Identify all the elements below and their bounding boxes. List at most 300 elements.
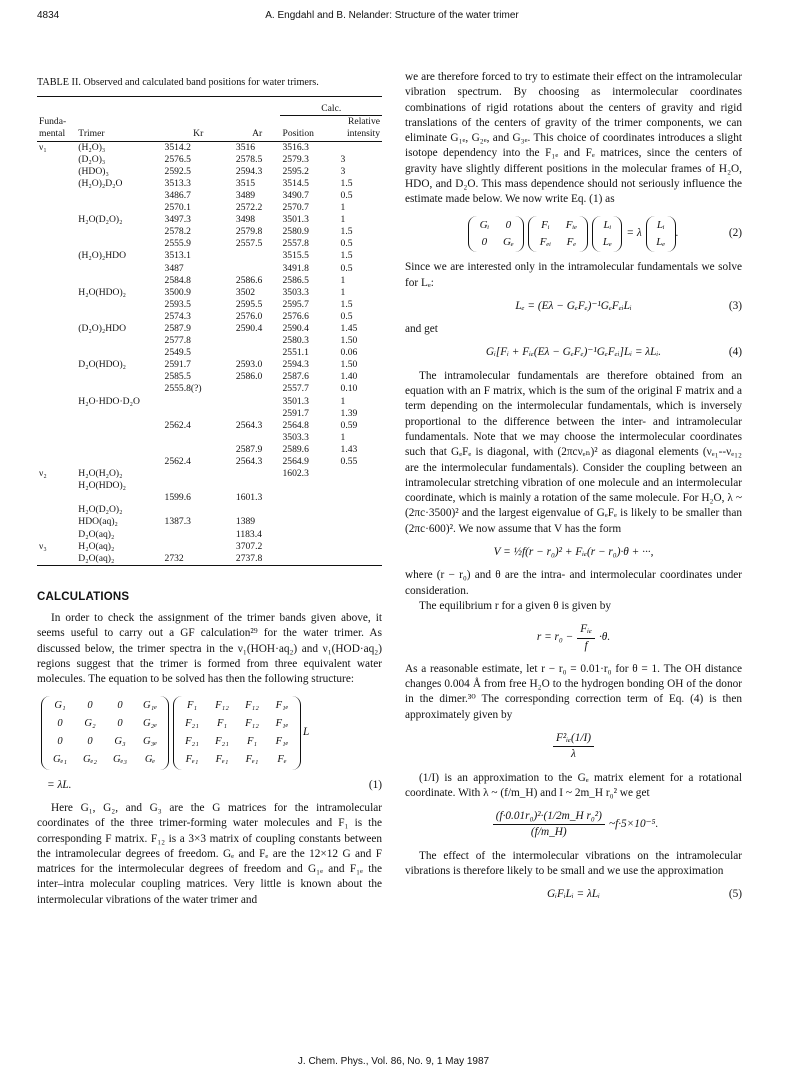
table-cell [37,432,76,444]
table-row [37,468,382,480]
table-cell [37,287,76,299]
table-cell: 1 [340,431,346,443]
table-cell [76,444,162,456]
table-cell: 2590.4 [282,322,309,334]
table-row [37,323,382,335]
eqr-left: r = r₀ − [536,631,574,644]
matrix-element: Fₑ₁ [215,753,229,765]
table-cell: 2570.7 [282,202,309,214]
table-cell: 2564.8 [282,419,309,431]
table-cell: H₂O(HDO)₂ [78,480,127,492]
table-cell: 2555.9 [164,238,191,250]
eq2-number: (2) [728,227,742,240]
table-cell [76,190,162,202]
eqe-right: ~f·5×10⁻⁵. [608,818,659,831]
table-cell: 3514.2 [164,141,191,153]
table-cell: 2579.8 [235,226,263,238]
table-cell: (H₂O)₂HDO [78,250,127,262]
table-cell: 2589.6 [282,443,309,455]
table-cell: H₂O·HDO·D₂O [78,395,140,407]
table-row [37,190,382,202]
matrix-element: F₁ₑ [275,717,289,729]
eqe-denominator: (f/m_H) [530,826,567,839]
table-cell: 3515 [235,177,256,189]
matrix-element: 0 [117,717,123,729]
col-header-trimer: Trimer [76,116,162,141]
table-cell: 3501.3 [282,395,309,407]
page-footer: J. Chem. Phys., Vol. 86, No. 9, 1 May 1987 [297,1056,490,1067]
table-cell [339,492,382,504]
table-cell: 2591.7 [282,407,309,419]
equation-correction [405,731,742,763]
eqe-fraction [493,809,605,841]
table-cell [76,299,162,311]
table-row [37,335,382,347]
table-cell [280,541,338,553]
table-cell: 2574.3 [164,310,191,322]
table-cell [37,263,76,275]
table-row [37,141,382,154]
equation-1-result [47,778,382,793]
table-row [37,311,382,323]
table-cell [37,408,76,420]
table-cell: 3489 [235,189,256,201]
table-row [37,178,382,190]
eq1-number: (1) [368,778,382,791]
table-cell [339,141,382,154]
table-cell: H₂O(HDO)₂ [78,286,127,298]
table-cell [280,492,338,504]
eq3-body: Lₑ = (Eλ − GₑFₑ)⁻¹GₑFₑᵢLᵢ [515,299,632,312]
running-header [37,10,747,26]
table-cell: 1389 [235,516,256,528]
table-cell [76,263,162,275]
table-cell [37,275,76,287]
table-cell: 0.5 [340,238,353,250]
table-cell: 2579.3 [282,153,309,165]
table-cell [339,529,382,541]
matrix-element: Gₑ₃ [113,753,127,765]
matrix-element: Gₑ [144,753,156,765]
table-cell: 1.50 [340,335,358,347]
band-table [37,96,382,566]
table-cell: 2595.7 [282,298,309,310]
table-cell: 3516.3 [282,141,309,153]
eqc-denominator: λ [571,748,576,761]
table-cell [37,166,76,178]
table-cell [339,504,382,516]
table-cell: 2576.6 [282,310,309,322]
table-cell: 1387.3 [164,516,191,528]
table-cell: 3514.5 [282,177,309,189]
matrix-element: F₁ [216,717,228,729]
table-cell: 1599.6 [164,492,191,504]
paragraph: and get [405,323,438,336]
table-cell: 2585.5 [164,371,191,383]
table-cell: D₂O(aq)₂ [78,528,115,540]
table-cell: 2584.8 [164,274,191,286]
table-cell [76,275,162,287]
table-cell [280,480,338,492]
matrix-element: 0 [57,735,63,747]
table-cell: 2570.1 [164,202,191,214]
eq5-number: (5) [728,888,742,901]
eq1-result: = λL. [47,778,72,791]
paragraph: Since we are interested only in the intramolecular fundamentals we solve for Lₑ: [405,261,742,289]
table-row [37,202,382,214]
table-cell: HDO(aq)₂ [78,516,118,528]
table-cell: 3490.7 [282,189,309,201]
table-cell: 2590.4 [235,322,263,334]
table-cell: 1.5 [340,177,353,189]
table-cell: 2587.9 [235,443,263,455]
table-cell [76,311,162,323]
col-header-ar: Ar [234,116,281,141]
table-cell [339,480,382,492]
table-cell: 3498 [235,214,256,226]
eqr-right: ·θ. [598,631,611,644]
table-cell: 3502 [235,286,256,298]
table-cell: 1183.4 [235,528,262,540]
table-cell: 2592.5 [164,165,191,177]
table-row [37,529,382,541]
table-cell: (H₂O)₃ [78,141,106,153]
table-cell: D₂O(HDO)₂ [78,359,127,371]
matrix-element: G₂ₑ [143,717,157,729]
table-cell [76,202,162,214]
matrix-element: F₂₁ [215,735,229,747]
table-row [37,553,382,566]
table-row [37,347,382,359]
table-cell [163,432,234,444]
table-row [37,504,382,516]
table-cell: 3707.2 [235,540,263,552]
table-cell [37,383,76,395]
eq4-number: (4) [728,346,742,359]
table-cell: H₂O(D₂O)₂ [78,214,123,226]
table-cell: 3513.3 [164,177,191,189]
table-cell: 1.5 [340,298,353,310]
paragraph: In order to check the assignment of the trimer bands given above, it seems useful to carry out a GF calculation²⁹ for the water trimer. As discussed below, the trimer spectra in the ν₁(HOH·aq₂) and ν₁(HOD·aq₂) regions suggest that the trimer is formed from three equivalent water molecules. The equation to be solved has then the following structure: [37,612,382,686]
equation-2: Gᵢ 0 0 Gₑ Fᵢ Fᵢₑ Fₑᵢ Fₑ Lᵢ Lₑ = λ Lᵢ Lₑ . (2) [405,216,742,253]
table-cell [37,420,76,432]
f-matrix [173,696,301,770]
eq3-number: (3) [728,299,742,312]
table-cell: 2593.0 [235,359,263,371]
table-cell: 2586.0 [235,371,263,383]
running-title: A. Engdahl and B. Nelander: Structure of the water trimer [265,10,519,21]
equation-1 [41,696,382,770]
table-cell: 2578.2 [164,226,191,238]
section-heading: CALCULATIONS [37,590,130,603]
table-cell [37,492,76,504]
table-cell [76,347,162,359]
eqv-body: V = ½f(r − r₀)² + Fᵢₑ(r − r₀)·θ + ···, [493,546,654,559]
table-cell: 1 [340,286,346,298]
table-cell [234,468,281,480]
table-cell: (HDO)₃ [78,165,109,177]
equation-4 [405,345,742,360]
matrix-element: 0 [87,699,93,711]
table-cell: 2564.3 [235,456,263,468]
table-cell [76,432,162,444]
table-cell [37,238,76,250]
table-row [37,299,382,311]
table-row [37,154,382,166]
table-cell: 2564.3 [235,419,263,431]
table-cell: 2732 [164,552,184,564]
table-cell: 3503.3 [282,286,309,298]
table-cell [76,226,162,238]
table-cell [234,480,281,492]
table-cell: 0.10 [340,383,358,395]
table-cell: 1.43 [340,443,358,455]
table-cell: 3 [340,153,346,165]
table-row [37,238,382,250]
table-cell [163,529,234,541]
table-cell [234,335,281,347]
table-cell [37,359,76,371]
g-block-matrix: Gᵢ 0 0 Gₑ [468,216,524,253]
table-cell [280,504,338,516]
table-cell: 2551.1 [282,347,309,359]
table-row [37,492,382,504]
table-cell: 2557.8 [282,238,309,250]
table-row [37,263,382,275]
matrix-element: 0 [87,735,93,747]
col-header-kr: Kr [163,116,234,141]
table-cell [37,480,76,492]
eq5-body: GᵢFᵢLᵢ = λLᵢ [547,888,600,901]
table-row [37,420,382,432]
table-cell: 3515.5 [282,250,309,262]
table-cell [37,190,76,202]
table-cell: 2586.6 [235,274,263,286]
table-row [37,371,382,383]
table-cell: 1.40 [340,371,358,383]
matrix-element: G₂ [84,717,96,729]
table-cell: 3497.3 [164,214,191,226]
table-cell [37,553,76,566]
table-cell: 3 [340,165,346,177]
table-cell [339,541,382,553]
table-cell: 2587.6 [282,371,309,383]
matrix-element: G₁ₑ [143,699,157,711]
matrix-element: F₁₂ [215,699,229,711]
table-cell: 0.5 [340,189,353,201]
table-cell: 1.5 [340,250,353,262]
table-cell: 2564.9 [282,456,309,468]
table-cell: 1.50 [340,359,358,371]
table-cell [234,250,281,262]
table-cell: H₂O(D₂O)₂ [78,504,123,516]
table-cell [280,516,338,528]
table-cell [163,444,234,456]
table-row [37,408,382,420]
table-cell [280,553,338,566]
table-cell: 3500.9 [164,286,191,298]
paragraph: The equilibrium r for a given θ is given by [419,599,612,612]
eqe-numerator: (f·0.01r₀)²·(1/2m_H r₀²) [493,809,605,825]
eqc-fraction [553,731,594,763]
col-header-fundamental: Funda- mental [37,116,76,141]
table-cell: 2591.7 [164,359,191,371]
table-cell: 2578.5 [235,153,263,165]
table-cell [339,553,382,566]
table-cell [37,516,76,528]
table-cell [234,432,281,444]
table-cell [37,202,76,214]
col-header-intensity: Relative intensity [339,116,382,141]
table-row [37,214,382,226]
l-block-vector-rhs: Lᵢ Lₑ [646,216,676,253]
table-cell: 3491.8 [282,262,309,274]
table-cell [339,468,382,480]
calc-header: Calc. [280,103,382,116]
table-row [37,541,382,553]
page-number: 4834 [37,10,60,21]
table-cell [234,263,281,275]
table-cell [234,347,281,359]
table-cell [76,238,162,250]
table-cell: 1602.3 [282,468,309,480]
matrix-element: F₂₁ [185,735,199,747]
table-cell [37,178,76,190]
matrix-element: 0 [117,699,123,711]
table-cell [339,516,382,528]
table-cell [76,335,162,347]
table-cell [37,444,76,456]
table-cell [163,468,234,480]
table-cell: H₂O(H₂O)₂ [78,468,123,480]
paragraph: Here G₁, G₂, and G₃ are the G matrices for the intramolecular coordinates of the three trimer-forming water molecules and F₁ is the corresponding F matrix. F₁₂ is a 3×3 matrix of coupling constants between the intramolecular degrees of freedom. Gₑ and Fₑ are the 12×12 G and F matrices for the intermolecular degrees of freedom and G₁ₑ and F₁ₑ the inter–intra molecular coupling matrices. Very little is known about the intermolecular vibrations of the water trimer and [37,801,382,906]
table-cell [76,492,162,504]
table-cell: 2586.5 [282,274,309,286]
table-cell: 2557.5 [235,238,263,250]
table-cell: 1 [340,274,346,286]
table-cell [37,456,76,468]
table-cell [280,529,338,541]
l-vector: L [303,725,310,738]
table-cell [37,154,76,166]
table-row [37,359,382,371]
table-cell: 1 [340,395,346,407]
paragraph: As a reasonable estimate, let r − r₀ = 0.01·r₀ for θ = 1. The OH distance changes 0.004 Å from free H₂O to the hydrogen bonding OH of the donor in the dimer.³⁰ The corresponding correction term of Eq. (4) is then approximately given by [405,662,742,721]
eqc-numerator: F²ᵢₑ(1/I) [553,731,594,747]
table-row [37,480,382,492]
table-row [37,396,382,408]
table-cell: 2595.5 [235,298,263,310]
g-matrix [41,696,169,770]
table-row [37,166,382,178]
paragraph: The intramolecular fundamentals are therefore obtained from an equation with an F matrix, which is the sum of the original F matrix and a term depending on the intermolecular fundamentals, which is inversely proportional to the difference between the inter- and intramolecular fundamentals. Note that we may choose the intermolecular coordinates such that GₑFₑ is diagonal, with (2πcνₑₙ)² as diagonal elements (νₑ₁--νₑ₁₂ are the intermolecular fundamentals). Consider the coupling between an intramolecular stretching vibration of one molecule and an intermolecular coordinate, which is mainly a rotation of the same molecule. For H₂O, λ ~ (2πc·3500)² and the largest eigenvalue of GₑFₑ is likely to be smaller than (2πc·600)². We now assume that V has the form [405,369,742,535]
table-cell: 2576.0 [235,310,263,322]
eqr-denominator: f [584,639,588,652]
matrix-element: F₁ [186,699,198,711]
matrix-element: Fₑ₁ [245,753,259,765]
table-cell: 3487 [164,262,184,274]
eq4-body: Gᵢ[Fᵢ + Fᵢₑ(Eλ − GₑFₑ)⁻¹GₑFₑᵢ]Lᵢ = λLᵢ. [485,346,662,359]
matrix-element: G₃ₑ [143,735,157,747]
equation-r [405,622,742,654]
matrix-element: F₂₁ [185,717,199,729]
table-cell: (D₂O)₂HDO [78,322,127,334]
table-cell: 2593.5 [164,298,191,310]
table-cell: 1.39 [340,407,358,419]
table-header-row [37,116,382,141]
table-cell: H₂O(aq)₂ [78,540,115,552]
paragraph: where (r − r₀) and θ are the intra- and intermolecular coordinates under consideration. [405,569,742,597]
table-cell: 2580.3 [282,335,309,347]
matrix-element: Gₑ₁ [53,753,67,765]
table-cell [37,396,76,408]
table-cell: (D₂O)₃ [78,153,106,165]
table-row [37,226,382,238]
matrix-element: F₁₂ [245,717,259,729]
table-cell: 2580.9 [282,226,309,238]
left-column [37,75,382,908]
table-cell [37,299,76,311]
table-cell: 2557.7 [282,383,309,395]
equation-5 [405,887,742,902]
table-cell [76,456,162,468]
matrix-element: G₁ [54,699,66,711]
table-cell [37,371,76,383]
table-cell: 2549.5 [164,347,191,359]
table-cell [76,383,162,395]
table-cell: 2594.3 [282,359,309,371]
table-cell [76,420,162,432]
table-cell: ν₂ [39,468,47,480]
table-cell: 0.06 [340,347,358,359]
matrix-element: Fₑ₁ [185,753,199,765]
table-cell [234,408,281,420]
f-block-matrix: Fᵢ Fᵢₑ Fₑᵢ Fₑ [528,216,588,253]
table-cell [37,226,76,238]
matrix-element: F₁ [246,735,258,747]
matrix-element: F₁₂ [245,699,259,711]
matrix-element: F₁ₑ [275,735,289,747]
table-cell: 3516 [235,141,256,153]
table-cell [37,323,76,335]
paragraph: The effect of the intermolecular vibrations on the intramolecular vibrations is therefore likely to be small and we use the approximation [405,849,742,878]
table-cell: 1601.3 [235,492,263,504]
table-cell [163,480,234,492]
table-cell [76,408,162,420]
table-row [37,287,382,299]
table-row [37,250,382,262]
equation-3 [405,299,742,314]
table-cell: D₂O(aq)₂ [78,552,115,564]
table-cell: 1.5 [340,226,353,238]
table-caption: TABLE II. Observed and calculated band positions for water trimers. [37,77,319,88]
table-cell: 0.59 [340,419,358,431]
table-cell [234,504,281,516]
matrix-element: 0 [57,717,63,729]
table-cell: 0.5 [340,262,353,274]
table-row [37,432,382,444]
table-cell: 2587.9 [164,322,191,334]
table-cell [76,371,162,383]
table-cell: 1 [340,214,346,226]
table-cell: (H₂O)₂D₂O [78,177,123,189]
table-cell: 2737.8 [235,552,263,564]
table-cell: 0.55 [340,456,358,468]
table-cell: 3513.1 [164,250,191,262]
paragraph: we are therefore forced to try to estimate their effect on the intramolecular vibration spectrum. By choosing as intermolecular coordinates combinations of rigid rotations about the centers of gravity and rigid translations of the centers of gravity of the trimer components, we can eliminate G₁ₑ, G₂ₑ, and G₃ₑ. This choice of coordinates introduces a slight isotope dependency into the F₁ₑ and Fₑ matrices, since the centers of gravity have slightly different positions in the molecular frames of H₂O, HDO, and D₂O. This mass dependence should not seriously influence the estimate made below. We now write Eq. (1) as [405,71,742,206]
matrix-element: Fₑ [277,753,287,765]
table-cell: 2595.2 [282,165,309,177]
